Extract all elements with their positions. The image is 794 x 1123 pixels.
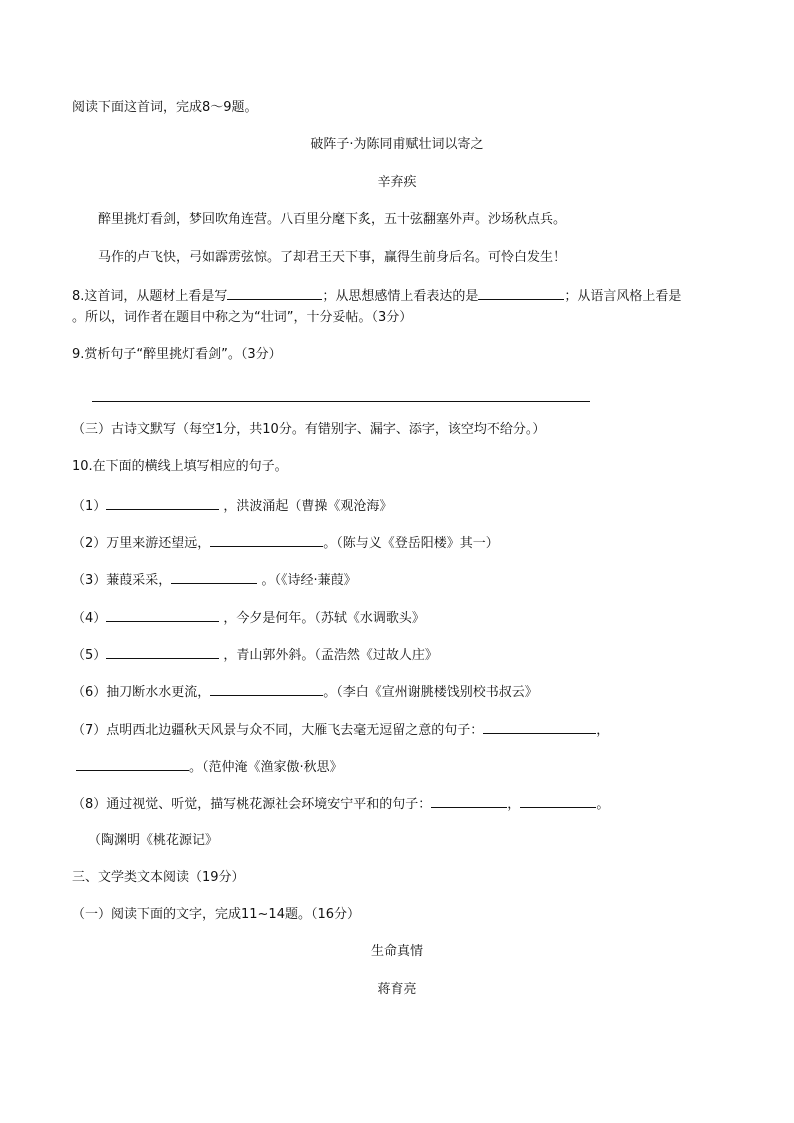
item-7-cont [76, 757, 794, 775]
item-text: 万里来游还望远， [106, 536, 211, 551]
item-1-blank[interactable] [106, 496, 219, 510]
q8-blank-2[interactable] [478, 286, 564, 300]
item-text: ，今夕是何年。（苏轼《水调歌头》 [223, 611, 425, 626]
poem-author: 辛弃疾 [377, 175, 417, 190]
item-2-blank[interactable] [210, 533, 323, 547]
item-text: ， [596, 723, 610, 738]
item-text: ， [507, 797, 521, 812]
item-5-blank[interactable] [106, 645, 219, 659]
poem-title: 破阵子·为陈同甫赋壮词以寄之 [310, 137, 484, 152]
q8-text: 8.这首词，从题材上看是写 [72, 289, 228, 304]
item-text: 。（李白《宣州谢朓楼饯别校书叔云》 [323, 685, 538, 700]
item-num: （2） [72, 536, 107, 551]
item-8 [72, 794, 794, 812]
item-2 [72, 533, 794, 551]
item-num: （3） [72, 573, 107, 588]
item-text: 抽刀断水水更流， [106, 685, 211, 700]
item-3 [72, 570, 794, 588]
item-num: （4） [72, 611, 107, 626]
item-num: （7） [72, 723, 107, 738]
item-8-source: （陶渊明《桃花源记》 [88, 833, 219, 848]
q8-text: ；从语言风格上看是 [564, 289, 682, 304]
part-3-heading: 三、文学类文本阅读（19分） [72, 870, 245, 885]
item-7 [72, 720, 794, 738]
item-text: 点明西北边疆秋天风景与众不同，大雁飞去毫无逗留之意的句子： [106, 723, 484, 738]
item-text: 通过视觉、听觉，描写桃花源社会环境安宁平和的句子： [106, 797, 432, 812]
item-num: （1） [72, 499, 107, 514]
essay-title: 生命真情 [370, 944, 423, 959]
item-text: 。（范仲淹《渔家傲·秋思》 [189, 760, 343, 775]
item-8-blank-1[interactable] [431, 794, 507, 808]
section-3-heading: （三）古诗文默写（每空1分，共10分。有错别字、漏字、添字，该空均不给分。） [72, 422, 546, 437]
item-6 [72, 682, 794, 700]
intro-text: 阅读下面这首词，完成8～9题。 [72, 100, 258, 115]
item-6-blank[interactable] [210, 682, 323, 696]
item-num: （6） [72, 685, 107, 700]
item-text: 。（陈与义《登岳阳楼》其一） [323, 536, 499, 551]
q8-text: ；从思想感情上看表达的是 [322, 289, 479, 304]
poem-line-1: 醉里挑灯看剑，梦回吹角连营。八百里分麾下炙，五十弦翻塞外声。沙场秋点兵。 [98, 212, 567, 227]
q8-line-2: 。所以，词作者在题目中称之为“壮词”，十分妥帖。（3分） [72, 310, 413, 325]
q9-answer-line[interactable] [92, 401, 590, 402]
part-3-subheading: （一）阅读下面的文字，完成11~14题。（16分） [72, 907, 361, 922]
question-8 [72, 286, 794, 304]
item-3-blank[interactable] [171, 570, 257, 584]
item-5 [72, 645, 794, 663]
question-10: 10.在下面的横线上填写相应的句子。 [72, 459, 288, 474]
item-4 [72, 608, 794, 626]
poem-line-2: 马作的卢飞快，弓如霹雳弦惊。了却君王天下事，赢得生前身后名。可怜白发生！ [98, 250, 567, 265]
item-8-blank-2[interactable] [520, 794, 596, 808]
item-num: （5） [72, 648, 107, 663]
question-9: 9.赏析句子“醉里挑灯看剑”。（3分） [72, 347, 282, 362]
item-text: ，洪波涌起（曹操《观沧海》 [223, 499, 393, 514]
item-1 [72, 496, 794, 514]
essay-author: 蒋育亮 [377, 982, 417, 997]
item-text: 。（《诗经·蒹葭》 [261, 573, 357, 588]
item-text: 。 [596, 797, 610, 812]
item-num: （8） [72, 797, 107, 812]
q8-blank-1[interactable] [227, 286, 322, 300]
item-4-blank[interactable] [106, 608, 219, 622]
item-text: 蒹葭采采， [106, 573, 172, 588]
item-7-blank-1[interactable] [483, 720, 596, 734]
item-7-blank-2[interactable] [76, 757, 189, 771]
item-text: ，青山郭外斜。（孟浩然《过故人庄》 [223, 648, 438, 663]
